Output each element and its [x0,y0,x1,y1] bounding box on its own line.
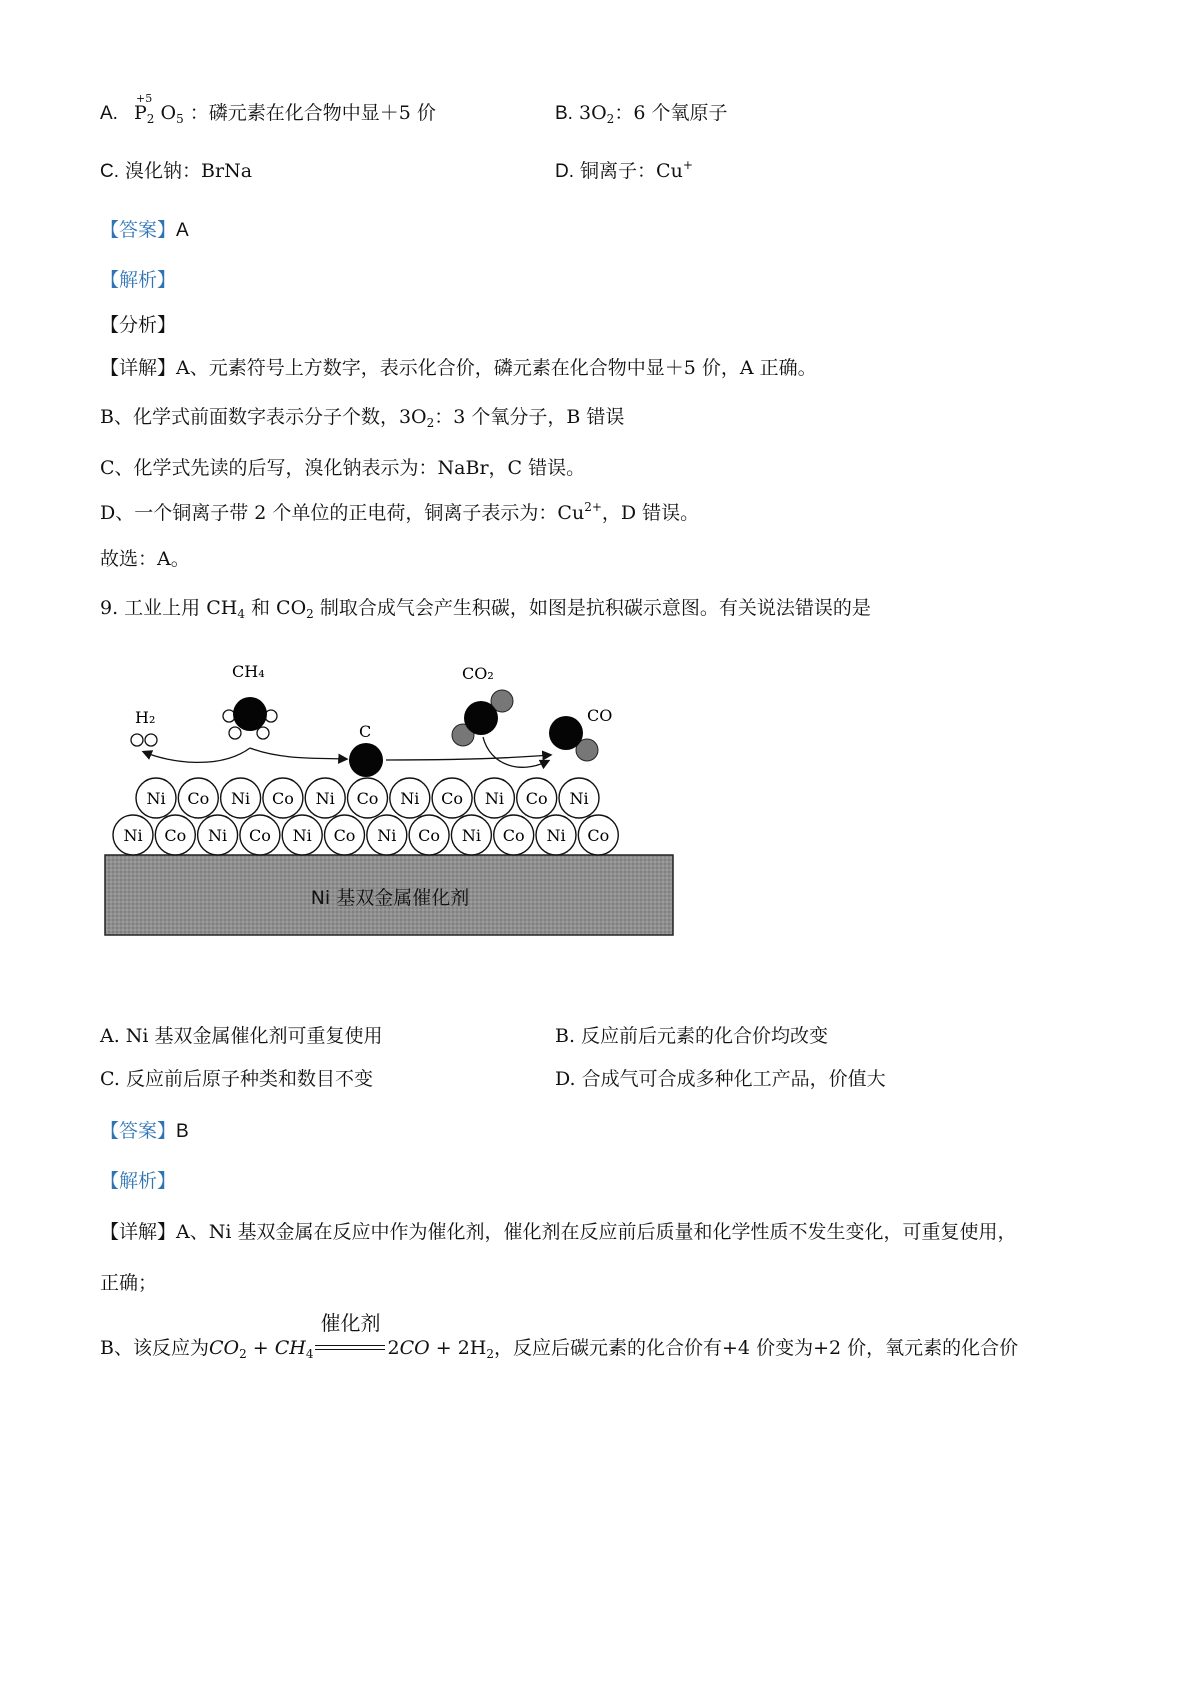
detail-line-4: D、一个铜离子带 2 个单位的正电荷，铜离子表示为：$Cu^{2+}$，D 错误。 [100,500,700,524]
p2o5-formula: +5 $P_2$ $O_5$ [134,92,184,126]
atom-row-bottom [113,815,618,855]
top-row-atom-label: Ni [484,789,504,808]
bottom-row-atom-label: Co [333,826,356,845]
top-row-atom-label: Ni [315,789,335,808]
bottom-row-atom-label: Co [164,826,187,845]
option-d: D. 铜离子：Cu+ [555,158,693,182]
bottom-row-atom-label: Ni [208,826,228,845]
q9-detail-line-1: 【详解】A、Ni 基双金属在反应中作为催化剂，催化剂在反应前后质量和化学性质不发生变化，可重复使用， [100,1221,1017,1243]
q9-option-b: B. 反应前后元素的化合价均改变 [555,1025,829,1047]
bottom-row-atom-label: Co [587,826,610,845]
conclusion: 故选：A。 [100,548,190,570]
top-row-atom-label: Co [441,789,464,808]
anti-carbon-diagram [100,655,690,945]
arrow-c-to-co [386,755,550,760]
analysis-tag: 【解析】 [100,269,177,291]
h2-atom-2 [145,734,157,746]
q9-detail-line-2: 正确； [100,1272,158,1294]
top-row-atom-label: Ni [400,789,420,808]
option-a: A. +5 $P_2$ $O_5$ ：磷元素在化合物中显＋5 价 [100,92,436,126]
arrow-to-h2 [144,748,250,762]
co2-label: CO₂ [462,664,494,683]
detail-line-2: B、化学式前面数字表示分子个数，$3O_2$：3 个氧分子，B 错误 [100,406,625,430]
bottom-row-atom-label: Ni [123,826,143,845]
arrow-co2-to-co [483,737,548,767]
catalyst-label: Ni 基双金属催化剂 [310,887,470,909]
bottom-row-atom-label: Co [418,826,441,845]
question-9-stem: 9. 工业上用 $CH_4$ 和 $CO_2$ 制取合成气会产生积碳，如图是抗积碳示意图。有关说法错误的是 [100,597,871,621]
q9-option-c: C. 反应前后原子种类和数目不变 [100,1068,373,1090]
option-c: C. 溴化钠：BrNa [100,160,253,182]
top-row-atom-label: Co [356,789,379,808]
ch4-h-atom-3 [229,727,241,739]
bottom-row-atom-label: Ni [546,826,566,845]
ch4-h-atom-4 [257,727,269,739]
co2-c-atom [464,701,498,735]
q9-analysis-tag: 【解析】 [100,1170,177,1192]
arrow-to-c [250,748,346,759]
answer-line: 【答案】A [100,219,189,241]
q9-detail-line-3: B、该反应为$CO_2 + CH_4$ 催化剂 $2CO + 2H_2$，反应后碳元素的化合价有+4 价变为+2 价，氧元素的化合价 [100,1311,1019,1361]
c-atom [349,743,383,777]
q9-answer-line: 【答案】B [100,1120,189,1142]
bottom-row-atom-label: Ni [461,826,481,845]
h2-atom-1 [131,734,143,746]
co-label: CO [587,706,613,725]
ch4-c-atom [233,697,267,731]
reaction-equals-sign: 催化剂 [315,1336,385,1362]
fenxi-tag: 【分析】 [100,314,177,336]
option-b: B. $3O_2$：6 个氧原子 [555,102,728,126]
top-row-atom-label: Ni [231,789,251,808]
ch4-label: CH₄ [232,662,265,681]
bottom-row-atom-label: Co [502,826,525,845]
q9-option-a: A. Ni 基双金属催化剂可重复使用 [100,1025,383,1047]
q9-option-d: D. 合成气可合成多种化工产品，价值大 [555,1068,886,1090]
top-row-atom-label: Ni [146,789,166,808]
bottom-row-atom-label: Co [248,826,271,845]
atom-row-top [136,778,599,818]
co-c-atom [549,716,583,750]
detail-line-3: C、化学式先读的后写，溴化钠表示为：NaBr，C 错误。 [100,457,586,479]
bottom-row-atom-label: Ni [292,826,312,845]
top-row-atom-label: Co [525,789,548,808]
top-row-atom-label: Ni [569,789,589,808]
bottom-row-atom-label: Ni [377,826,397,845]
c-label: C [359,722,372,741]
top-row-atom-label: Co [271,789,294,808]
top-row-atom-label: Co [187,789,210,808]
detail-line-1: 【详解】A、元素符号上方数字，表示化合价，磷元素在化合物中显＋5 价，A 正确。 [100,357,817,379]
h2-label: H₂ [135,708,156,727]
